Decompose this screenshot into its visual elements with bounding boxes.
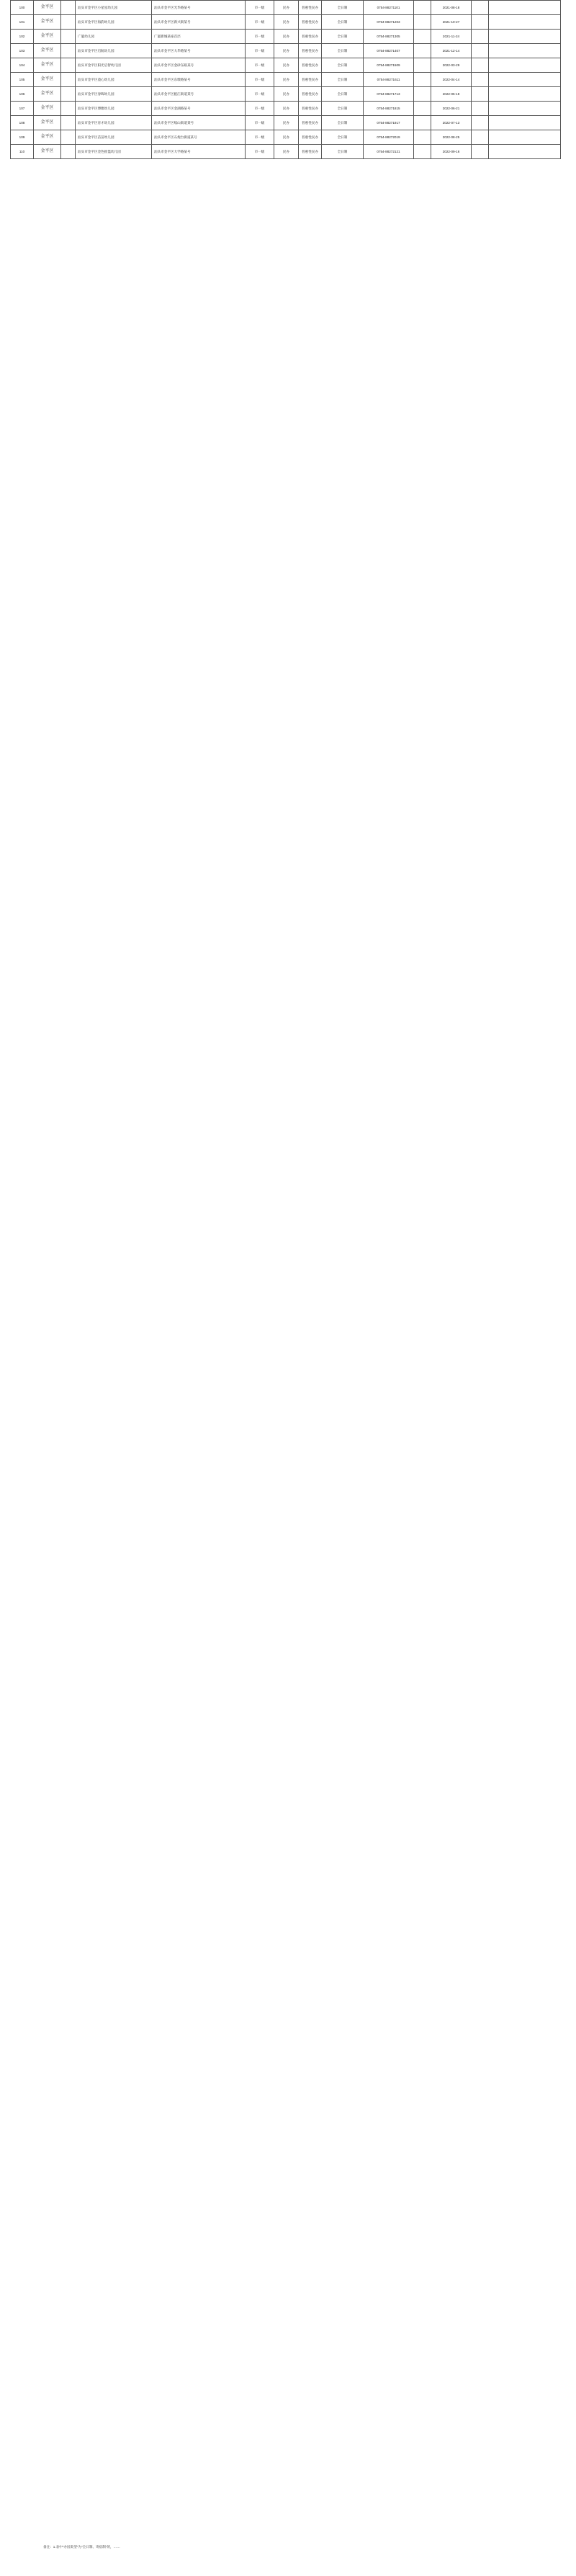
cell-6: 民办 bbox=[274, 15, 299, 30]
cell-2 bbox=[61, 73, 76, 87]
cell-4: 汕头市金平区东墩路某号 bbox=[152, 73, 246, 87]
cell-7: 普惠性民办 bbox=[299, 58, 322, 73]
cell-9: 0754-88271815 bbox=[364, 102, 414, 116]
cell-11: 2022-04-14 bbox=[431, 73, 472, 87]
cell-8: 全日制 bbox=[322, 116, 364, 130]
cell-9: 0754-88271101 bbox=[364, 1, 414, 15]
kindergarten-table-sheet bbox=[10, 0, 560, 159]
cell-9: 0754-88271509 bbox=[364, 58, 414, 73]
cell-7: 普惠性民办 bbox=[299, 30, 322, 44]
cell-2 bbox=[61, 30, 76, 44]
cell-12 bbox=[472, 102, 489, 116]
cell-7: 普惠性民办 bbox=[299, 130, 322, 145]
cell-4: 汕头市金平区金砂东路某号 bbox=[152, 58, 246, 73]
cell-5: 市一级 bbox=[246, 145, 274, 159]
cell-12 bbox=[472, 1, 489, 15]
cell-0: 110 bbox=[11, 145, 34, 159]
cell-2 bbox=[61, 44, 76, 58]
cell-4: 汕头市金平区鮀江街道某号 bbox=[152, 87, 246, 102]
cell-8: 全日制 bbox=[322, 1, 364, 15]
cell-8: 全日制 bbox=[322, 30, 364, 44]
cell-9: 0754-88271917 bbox=[364, 116, 414, 130]
cell-3: 汕头市金平区阳光启智幼儿园 bbox=[76, 58, 152, 73]
cell-13 bbox=[489, 1, 561, 15]
cell-13 bbox=[489, 145, 561, 159]
cell-3: 汕头市金平区海韵幼儿园 bbox=[76, 15, 152, 30]
cell-5: 市一级 bbox=[246, 102, 274, 116]
cell-10 bbox=[414, 73, 431, 87]
cell-6: 民办 bbox=[274, 116, 299, 130]
cell-1: 金平区 bbox=[34, 15, 61, 30]
cell-6: 民办 bbox=[274, 44, 299, 58]
cell-1: 金平区 bbox=[34, 58, 61, 73]
cell-13 bbox=[489, 73, 561, 87]
cell-7: 普惠性民办 bbox=[299, 145, 322, 159]
cell-11: 2022-03-29 bbox=[431, 58, 472, 73]
cell-2 bbox=[61, 87, 76, 102]
cell-7: 普惠性民办 bbox=[299, 116, 322, 130]
cell-6: 民办 bbox=[274, 73, 299, 87]
cell-8: 全日制 bbox=[322, 102, 364, 116]
cell-11: 2022-06-21 bbox=[431, 102, 472, 116]
cell-4: 汕头市金平区金湖路某号 bbox=[152, 102, 246, 116]
cell-2 bbox=[61, 145, 76, 159]
cell-10 bbox=[414, 102, 431, 116]
cell-9: 0754-88271407 bbox=[364, 44, 414, 58]
cell-10 bbox=[414, 116, 431, 130]
cell-1: 金平区 bbox=[34, 44, 61, 58]
cell-0: 109 bbox=[11, 130, 34, 145]
cell-12 bbox=[472, 87, 489, 102]
cell-6: 民办 bbox=[274, 30, 299, 44]
cell-6: 民办 bbox=[274, 58, 299, 73]
cell-2 bbox=[61, 116, 76, 130]
cell-3: 汕头市金平区金色摇篮幼儿园 bbox=[76, 145, 152, 159]
cell-13 bbox=[489, 44, 561, 58]
table-row bbox=[11, 58, 561, 73]
cell-12 bbox=[472, 145, 489, 159]
cell-1: 金平区 bbox=[34, 1, 61, 15]
cell-6: 民办 bbox=[274, 87, 299, 102]
cell-8: 全日制 bbox=[322, 87, 364, 102]
cell-9: 0754-88271305 bbox=[364, 30, 414, 44]
cell-6: 民办 bbox=[274, 145, 299, 159]
cell-13 bbox=[489, 15, 561, 30]
cell-9: 0754-88271203 bbox=[364, 15, 414, 30]
cell-8: 全日制 bbox=[322, 130, 364, 145]
cell-13 bbox=[489, 87, 561, 102]
cell-1: 金平区 bbox=[34, 73, 61, 87]
cell-5: 市一级 bbox=[246, 1, 274, 15]
cell-1: 金平区 bbox=[34, 116, 61, 130]
cell-5: 市一级 bbox=[246, 15, 274, 30]
cell-12 bbox=[472, 15, 489, 30]
cell-5: 市一级 bbox=[246, 87, 274, 102]
cell-5: 市一级 bbox=[246, 44, 274, 58]
cell-8: 全日制 bbox=[322, 145, 364, 159]
footnotes bbox=[43, 2545, 547, 2549]
cell-4: 汕头市金平区大华路某号 bbox=[152, 44, 246, 58]
cell-11: 2022-05-18 bbox=[431, 87, 472, 102]
cell-2 bbox=[61, 1, 76, 15]
cell-7: 普惠性民办 bbox=[299, 44, 322, 58]
cell-10 bbox=[414, 58, 431, 73]
cell-11: 2021-08-18 bbox=[431, 1, 472, 15]
cell-5: 市一级 bbox=[246, 73, 274, 87]
cell-4: 汕头市金平区大学路某号 bbox=[152, 145, 246, 159]
cell-0: 108 bbox=[11, 116, 34, 130]
cell-13 bbox=[489, 130, 561, 145]
cell-3: 汕头市金平区育才幼儿园 bbox=[76, 116, 152, 130]
cell-10 bbox=[414, 30, 431, 44]
cell-9: 0754-88272121 bbox=[364, 145, 414, 159]
cell-1: 金平区 bbox=[34, 102, 61, 116]
cell-8: 全日制 bbox=[322, 73, 364, 87]
table-row bbox=[11, 73, 561, 87]
cell-4: 汕头市金平区石炮台街道某号 bbox=[152, 130, 246, 145]
cell-5: 市一级 bbox=[246, 58, 274, 73]
cell-9: 0754-88271611 bbox=[364, 73, 414, 87]
cell-1: 金平区 bbox=[34, 87, 61, 102]
cell-0: 107 bbox=[11, 102, 34, 116]
table-row bbox=[11, 30, 561, 44]
cell-7: 普惠性民办 bbox=[299, 1, 322, 15]
cell-13 bbox=[489, 30, 561, 44]
table-row bbox=[11, 102, 561, 116]
cell-9: 0754-88271713 bbox=[364, 87, 414, 102]
cell-2 bbox=[61, 102, 76, 116]
cell-8: 全日制 bbox=[322, 44, 364, 58]
cell-0: 103 bbox=[11, 44, 34, 58]
cell-12 bbox=[472, 73, 489, 87]
cell-4: 汕头市金平区岐山街道某号 bbox=[152, 116, 246, 130]
cell-1: 金平区 bbox=[34, 30, 61, 44]
cell-4: 广厦新城某座首层 bbox=[152, 30, 246, 44]
cell-0: 106 bbox=[11, 87, 34, 102]
table-row bbox=[11, 87, 561, 102]
cell-9: 0754-88272019 bbox=[364, 130, 414, 145]
cell-8: 全日制 bbox=[322, 58, 364, 73]
table-row bbox=[11, 145, 561, 159]
cell-2 bbox=[61, 58, 76, 73]
cell-0: 104 bbox=[11, 58, 34, 73]
cell-10 bbox=[414, 1, 431, 15]
cell-5: 市一级 bbox=[246, 130, 274, 145]
cell-13 bbox=[489, 102, 561, 116]
table-row bbox=[11, 130, 561, 145]
cell-10 bbox=[414, 130, 431, 145]
cell-0: 105 bbox=[11, 73, 34, 87]
cell-4: 汕头市金平区新兴街某号 bbox=[152, 15, 246, 30]
cell-11: 2021-12-14 bbox=[431, 44, 472, 58]
cell-12 bbox=[472, 58, 489, 73]
cell-11: 2021-11-24 bbox=[431, 30, 472, 44]
cell-10 bbox=[414, 145, 431, 159]
cell-7: 普惠性民办 bbox=[299, 102, 322, 116]
cell-12 bbox=[472, 130, 489, 145]
cell-11: 2022-08-25 bbox=[431, 130, 472, 145]
cell-3: 汕头市金平区春晖幼儿园 bbox=[76, 87, 152, 102]
cell-12 bbox=[472, 44, 489, 58]
cell-6: 民办 bbox=[274, 1, 299, 15]
cell-3: 汕头市金平区苗苗幼儿园 bbox=[76, 130, 152, 145]
cell-3: 汕头市金平区童心幼儿园 bbox=[76, 73, 152, 87]
table-row bbox=[11, 1, 561, 15]
cell-3: 汕头市金平区启航幼儿园 bbox=[76, 44, 152, 58]
cell-10 bbox=[414, 15, 431, 30]
cell-11: 2022-07-13 bbox=[431, 116, 472, 130]
cell-11: 2021-10-27 bbox=[431, 15, 472, 30]
cell-3: 汕头市金平区博雅幼儿园 bbox=[76, 102, 152, 116]
cell-13 bbox=[489, 58, 561, 73]
cell-5: 市一级 bbox=[246, 30, 274, 44]
cell-2 bbox=[61, 130, 76, 145]
table-body bbox=[11, 1, 561, 159]
cell-12 bbox=[472, 30, 489, 44]
cell-7: 普惠性民办 bbox=[299, 73, 322, 87]
cell-0: 102 bbox=[11, 30, 34, 44]
cell-8: 全日制 bbox=[322, 15, 364, 30]
table-row bbox=[11, 15, 561, 30]
cell-7: 普惠性民办 bbox=[299, 15, 322, 30]
cell-3: 广厦幼儿园 bbox=[76, 30, 152, 44]
cell-6: 民办 bbox=[274, 130, 299, 145]
cell-3: 汕头市金平区小星星幼儿园 bbox=[76, 1, 152, 15]
cell-5: 市一级 bbox=[246, 116, 274, 130]
cell-12 bbox=[472, 116, 489, 130]
cell-2 bbox=[61, 15, 76, 30]
cell-4: 汕头市金平区光华路某号 bbox=[152, 1, 246, 15]
cell-10 bbox=[414, 44, 431, 58]
cell-11: 2022-09-16 bbox=[431, 145, 472, 159]
cell-0: 101 bbox=[11, 15, 34, 30]
cell-7: 普惠性民办 bbox=[299, 87, 322, 102]
note-line-1: 备注：1.表中"办园类型"为"全日制、寄宿制"的，…… bbox=[43, 2545, 120, 2549]
cell-0: 100 bbox=[11, 1, 34, 15]
cell-10 bbox=[414, 87, 431, 102]
cell-13 bbox=[489, 116, 561, 130]
table-row bbox=[11, 44, 561, 58]
cell-6: 民办 bbox=[274, 102, 299, 116]
cell-1: 金平区 bbox=[34, 130, 61, 145]
kindergarten-table bbox=[10, 0, 561, 159]
cell-1: 金平区 bbox=[34, 145, 61, 159]
table-row bbox=[11, 116, 561, 130]
